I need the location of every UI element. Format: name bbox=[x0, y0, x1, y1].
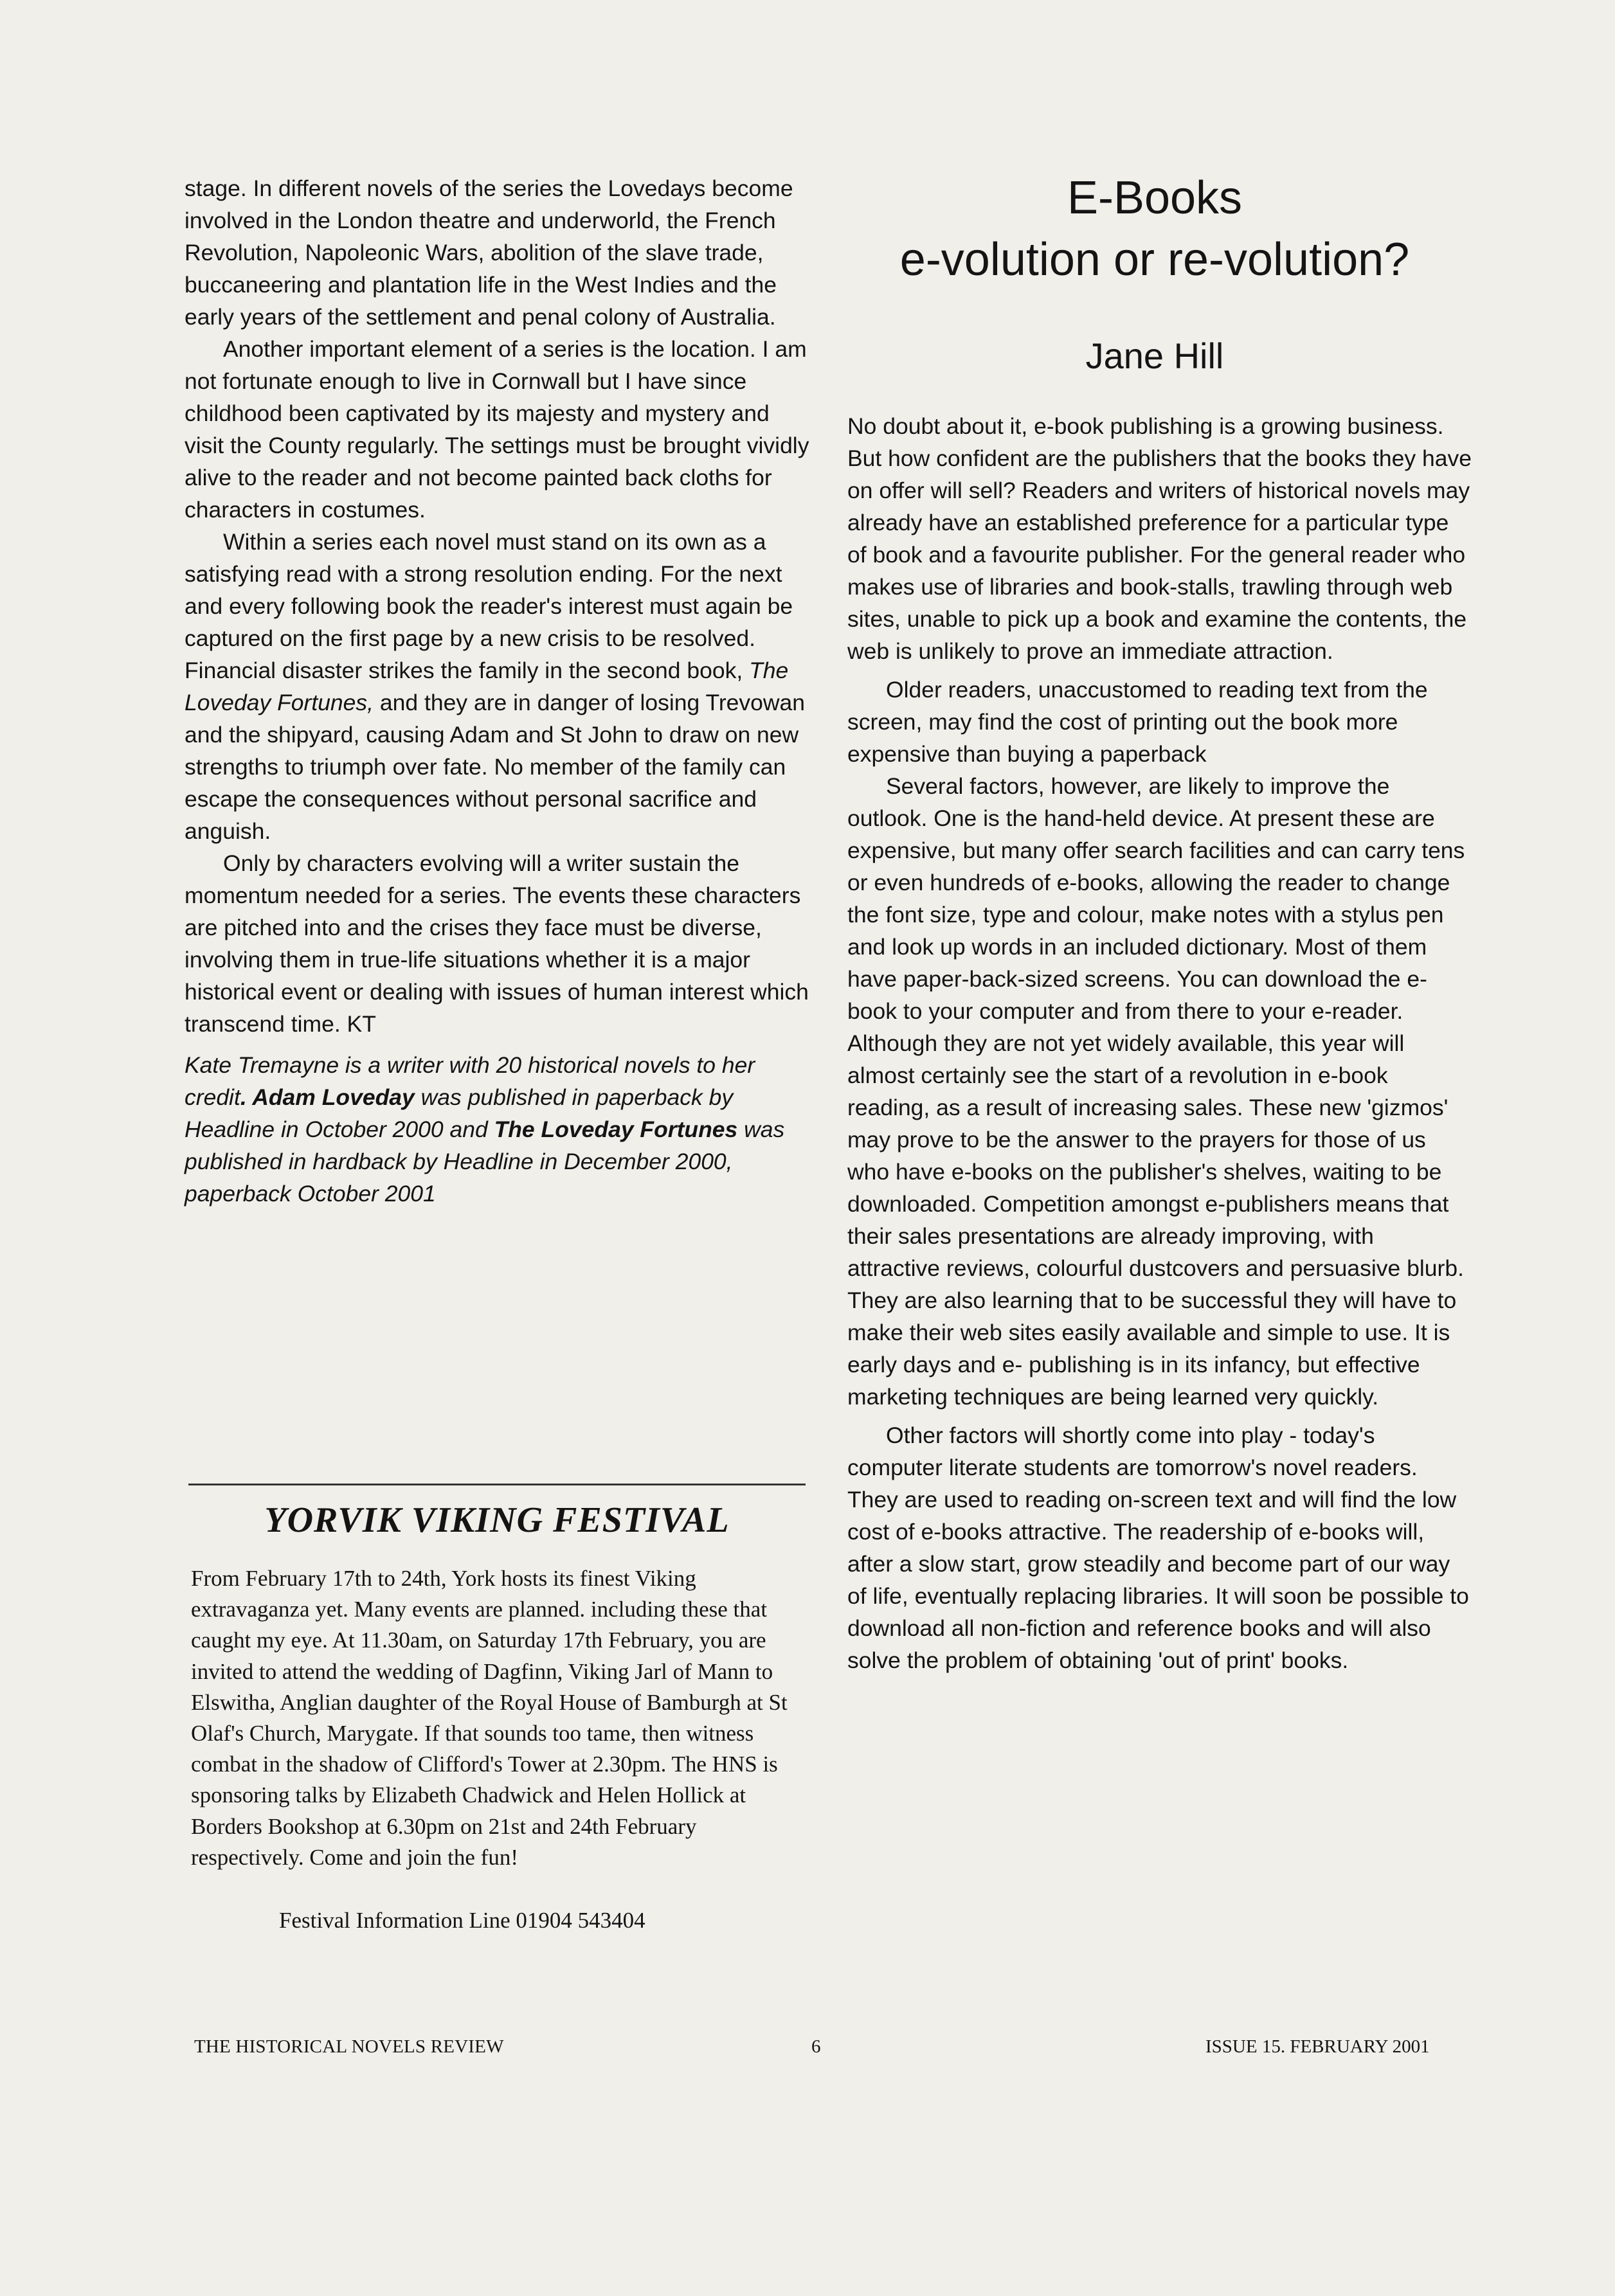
footer-issue: ISSUE 15. FEBRUARY 2001 bbox=[1205, 2036, 1430, 2057]
bio-text-3: was published in hardback by Headline in December 2000, paperback October 2001 bbox=[185, 1117, 785, 1206]
festival-body: From February 17th to 24th, York hosts its finest Viking extravaganza yet. Many events are planned. including these that caught my eye. At 11.30am, on Saturday 17th February, you are invited to attend the wedding of Dagfinn, Viking Jarl of Mann to Elswitha, Anglian daughter of the Royal House of Bamburgh at St Olaf's Church, Marygate. If that sounds too tame, then witness combat in the shadow of Clifford's Tower at 2.30pm. The HNS is sponsoring talks by Elizabeth Chadwick and Helen Hollick at Borders Bookshop at 6.30pm on 21st and 24th February respectively. Come and join the fun! bbox=[191, 1566, 788, 1870]
author-bio bbox=[185, 1049, 811, 1210]
bio-text-1: Kate Tremayne is a writer with 20 historical novels to her credit bbox=[185, 1052, 755, 1110]
article-paragraph-4: Although they are not yet widely available, this year will almost certainly see the start of a revolution in e-book reading, as a result of increasing sales. These new 'gizmos' may prove to be the answer to the prayers for those of us who have e-books on the publisher's shelves, waiting to be downloaded. Competition amongst e-publishers means that their sales presentations are already improving, with attractive reviews, colourful dustcovers and persuasive blurb. They are also learning that to be successful they will have to make their web sites easily available and simple to use. It is early days and e- publishing is in its infancy, but effective marketing techniques are being learned very quickly. bbox=[847, 1030, 1464, 1410]
left-paragraph-3 bbox=[185, 526, 811, 847]
article-title bbox=[846, 167, 1463, 291]
article-title-line-2: e-volution or re-volution? bbox=[899, 234, 1410, 285]
bio-text-2: was published in paperback by Headline in October 2000 and bbox=[185, 1084, 734, 1142]
right-column bbox=[847, 410, 1472, 1676]
left-paragraph-3-rest: and they are in danger of losing Trevowan and the shipyard, causing Adam and St John to draw on new strengths to triumph over fate. No member of the family can escape the consequences without personal sacrifice and anguish. bbox=[185, 690, 806, 844]
section-divider bbox=[188, 1484, 806, 1485]
left-paragraph-1: stage. In different novels of the series the Lovedays become involved in the London theatre and underworld, the French Revolution, Napoleonic Wars, abolition of the slave trade, buccaneering and plantation life in the West Indies and the early years of the settlement and penal colony of Australia. bbox=[185, 175, 793, 330]
bio-book-adam-loveday: . Adam Loveday bbox=[240, 1084, 415, 1110]
footer-page-number: 6 bbox=[811, 2036, 821, 2057]
article-paragraph-2: Older readers, unaccustomed to reading text from the screen, may find the cost of printing out the book more expensive than buying a paperback bbox=[847, 677, 1428, 767]
footer-journal-title: THE HISTORICAL NOVELS REVIEW bbox=[194, 2036, 504, 2057]
article-paragraph-1: No doubt about it, e-book publishing is a growing business. But how confident are the publishers that the books they have on offer will sell? Readers and writers of historical novels may already have an established preference for a particular type of book and a favourite publisher. For the general reader who makes use of libraries and book-stalls, trawling through web sites, unable to pick up a book and examine the contents, the web is unlikely to prove an immediate attraction. bbox=[847, 413, 1472, 664]
article-paragraph-5: Other factors will shortly come into play - today's computer literate students are tomorrow's novel readers. They are used to reading on-screen text and will find the low cost of e-books attractive. The readership of e-books will, after a slow start, grow steadily and become part of our way of life, eventually replacing libraries. It will soon be possible to download all non-fiction and reference books and will also solve the problem of obtaining 'out of print' books. bbox=[847, 1422, 1469, 1673]
left-paragraph-2: Another important element of a series is the location. I am not fortunate enough to live in Cornwall but I have since childhood been captivated by its majesty and mystery and visit the County regularly. The settings must be brought vividly alive to the reader and not become painted back cloths for characters in costumes. bbox=[185, 336, 809, 523]
festival-info-line: Festival Information Line 01904 543404 bbox=[279, 1908, 645, 1933]
festival-title: YORVIK VIKING FESTIVAL bbox=[264, 1500, 730, 1540]
article-title-line-1: E-Books bbox=[1067, 172, 1243, 224]
article-paragraph-3: Several factors, however, are likely to improve the outlook. One is the hand-held device. At present these are expensive, but many offer search facilities and can carry tens or even hundreds of e-books, allowing the reader to change the font size, type and colour, make notes with a stylus pen and look up words in an included dictionary. Most of them have paper-back-sized screens. You can download the e-book to your computer and from there to your e-reader. bbox=[847, 773, 1465, 1024]
book-title-loveday-fortunes: The Loveday Fortunes, bbox=[185, 658, 789, 715]
left-column bbox=[185, 172, 811, 1210]
article-author: Jane Hill bbox=[1085, 336, 1224, 376]
left-paragraph-3-text: Within a series each novel must stand on its own as a satisfying read with a strong resolution ending. For the next and every following book the reader's interest must again be captured on the first page by a new crisis to be resolved. Financial disaster strikes the family in the second book, bbox=[185, 529, 793, 683]
bio-book-loveday-fortunes: The Loveday Fortunes bbox=[494, 1117, 738, 1142]
left-paragraph-4: Only by characters evolving will a writer sustain the momentum needed for a series. The events these characters are pitched into and the crises they face must be diverse, involving them in true-life situations whether it is a major historical event or dealing with issues of human interest which transcend time. KT bbox=[185, 850, 809, 1037]
